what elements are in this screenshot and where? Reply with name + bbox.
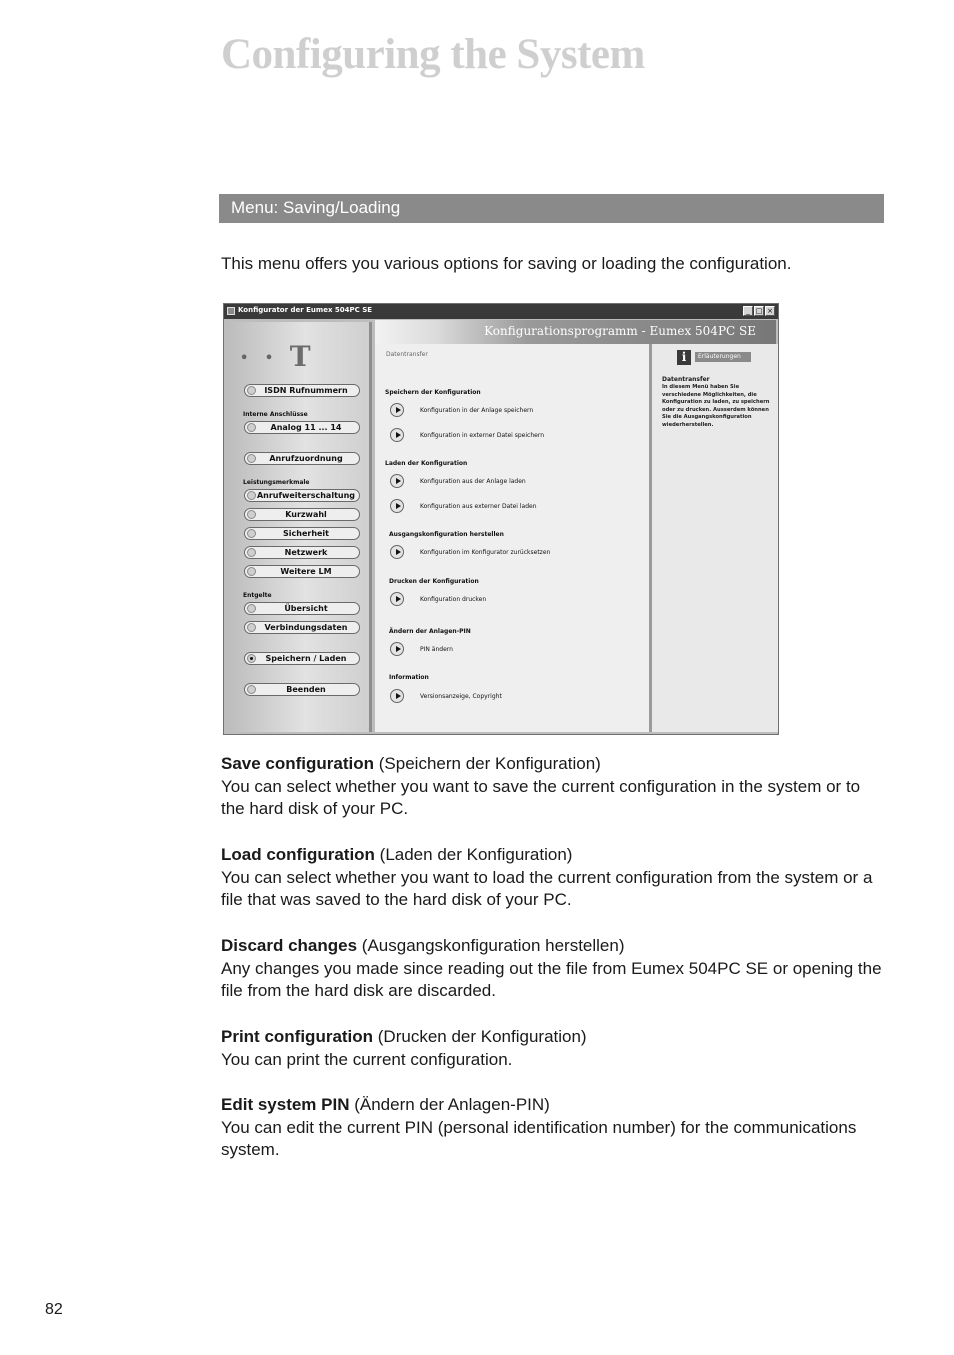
radio-icon <box>247 510 256 519</box>
nav-speichern-laden[interactable]: Speichern / Laden <box>244 652 360 665</box>
heading-drucken: Drucken der Konfiguration <box>389 578 479 585</box>
radio-icon <box>247 685 256 694</box>
desc-title: Load configuration <box>221 845 375 864</box>
radio-selected-icon <box>247 654 256 663</box>
banner-title: Konfigurationsprogramm - Eumex 504PC SE <box>484 324 756 338</box>
radio-icon <box>247 567 256 576</box>
play-arrow-icon[interactable] <box>390 592 404 606</box>
nav-anrufweiterschaltung[interactable]: Anrufweiterschaltung <box>244 489 360 502</box>
nav-group-interne: Interne Anschlüsse <box>243 411 308 418</box>
play-arrow-icon[interactable] <box>390 403 404 417</box>
action-reset[interactable]: Konfiguration im Konfigurator zurücksetzen <box>420 549 551 556</box>
desc-body: You can select whether you want to load the current configuration from the system or a file that was saved to the hard disk of your PC. <box>221 867 873 909</box>
section-header-bar <box>219 194 884 223</box>
info-icon: i <box>677 350 691 365</box>
radio-icon <box>247 454 256 463</box>
heading-laden: Laden der Konfiguration <box>385 460 468 467</box>
erlaeuterungen-button[interactable]: Erläuterungen <box>695 352 751 362</box>
nav-netzwerk[interactable]: Netzwerk <box>244 546 360 559</box>
configurator-window <box>223 303 779 735</box>
play-arrow-icon[interactable] <box>390 474 404 488</box>
nav-verbindungsdaten[interactable]: Verbindungsdaten <box>244 621 360 634</box>
radio-icon <box>247 386 256 395</box>
nav-group-leistung: Leistungsmerkmale <box>243 479 310 486</box>
nav-anrufzuordnung[interactable]: Anrufzuordnung <box>244 452 360 465</box>
maximize-button[interactable]: □ <box>755 307 763 315</box>
action-print[interactable]: Konfiguration drucken <box>420 596 487 603</box>
nav-sicherheit[interactable]: Sicherheit <box>244 527 360 540</box>
desc-body: You can print the current configuration. <box>221 1049 513 1069</box>
heading-speichern: Speichern der Konfiguration <box>385 389 481 396</box>
navigation-panel <box>227 322 372 732</box>
desc-save: Save configuration (Speichern der Konfiguration) You can select whether you want to save the current configuration in the system or to the hard disk of your PC. <box>221 754 861 818</box>
nav-analog[interactable]: Analog 11 ... 14 <box>244 421 360 434</box>
app-icon <box>227 307 235 315</box>
desc-title: Discard changes <box>221 936 358 955</box>
window-title: Konfigurator der Eumex 504PC SE <box>238 306 373 314</box>
page-title: Configuring the System <box>221 31 645 78</box>
desc-body: Any changes you made since reading out the file from Eumex 504PC SE or opening the file from the hard disk are discarded. <box>221 958 882 1000</box>
heading-information: Information <box>389 674 429 681</box>
radio-icon <box>247 623 256 632</box>
minimize-button[interactable]: _ <box>743 306 753 316</box>
info-heading: Datentransfer <box>662 376 710 383</box>
desc-body: You can select whether you want to save the current configuration in the system or to the hard disk of your PC. <box>221 776 861 818</box>
desc-discard: Discard changes (Ausgangskonfiguration herstellen) Any changes you made since reading out the file from Eumex 504PC SE or opening the file from the hard disk are discarded. <box>221 936 882 1000</box>
heading-pin: Ändern der Anlagen-PIN <box>389 628 471 635</box>
nav-weitere-lm[interactable]: Weitere LM <box>244 565 360 578</box>
nav-group-entgelte: Entgelte <box>243 592 272 599</box>
action-save-file[interactable]: Konfiguration in externer Datei speichern <box>420 432 544 439</box>
program-banner <box>375 320 776 344</box>
nav-kurzwahl[interactable]: Kurzwahl <box>244 508 360 521</box>
play-arrow-icon[interactable] <box>390 642 404 656</box>
play-arrow-icon[interactable] <box>390 689 404 703</box>
desc-print: Print configuration (Drucken der Konfiguration) You can print the current configuration. <box>221 1027 587 1069</box>
window-titlebar <box>224 304 778 319</box>
radio-icon <box>247 423 256 432</box>
nav-beenden[interactable]: Beenden <box>244 683 360 696</box>
section-title: Menu: Saving/Loading <box>231 198 401 217</box>
desc-title: Save configuration <box>221 754 375 773</box>
play-arrow-icon[interactable] <box>390 428 404 442</box>
desc-title: Edit system PIN <box>221 1095 350 1114</box>
page-number: 82 <box>45 1301 63 1318</box>
action-load-file[interactable]: Konfiguration aus externer Datei laden <box>420 503 537 510</box>
window-controls <box>743 306 775 316</box>
nav-isdn-rufnummern[interactable]: ISDN Rufnummern <box>244 384 360 397</box>
close-button[interactable]: × <box>765 306 775 316</box>
action-change-pin[interactable]: PIN ändern <box>420 646 453 653</box>
action-save-system[interactable]: Konfiguration in der Anlage speichern <box>420 407 534 414</box>
intro-text: This menu offers you various options for saving or loading the configuration. <box>221 254 792 273</box>
desc-pin: Edit system PIN (Ändern der Anlagen-PIN) You can edit the current PIN (personal identification number) for the communications system. <box>221 1095 857 1159</box>
radio-icon <box>247 604 256 613</box>
breadcrumb: Datentransfer <box>386 351 428 358</box>
play-arrow-icon[interactable] <box>390 545 404 559</box>
action-version[interactable]: Versionsanzeige, Copyright <box>420 693 502 700</box>
info-text: In diesem Menü haben Sie verschiedene Möglichkeiten, die Konfiguration zu laden, zu speichern oder zu drucken. Ausserdem können Sie die Ausgangskonfiguration wiederherstellen. <box>662 384 770 428</box>
action-load-system[interactable]: Konfiguration aus der Anlage laden <box>420 478 526 485</box>
radio-icon <box>247 548 256 557</box>
desc-body: You can edit the current PIN (personal identification number) for the communications system. <box>221 1117 857 1159</box>
desc-title: Print configuration <box>221 1027 374 1046</box>
nav-uebersicht[interactable]: Übersicht <box>244 602 360 615</box>
telekom-logo: • • T <box>240 340 311 373</box>
content-panel <box>375 322 649 732</box>
desc-load: Load configuration (Laden der Konfiguration) You can select whether you want to load the current configuration from the system or a file that was saved to the hard disk of your PC. <box>221 845 873 909</box>
radio-icon <box>247 529 256 538</box>
radio-icon <box>247 491 256 500</box>
play-arrow-icon[interactable] <box>390 499 404 513</box>
heading-ausgang: Ausgangskonfiguration herstellen <box>389 531 504 538</box>
